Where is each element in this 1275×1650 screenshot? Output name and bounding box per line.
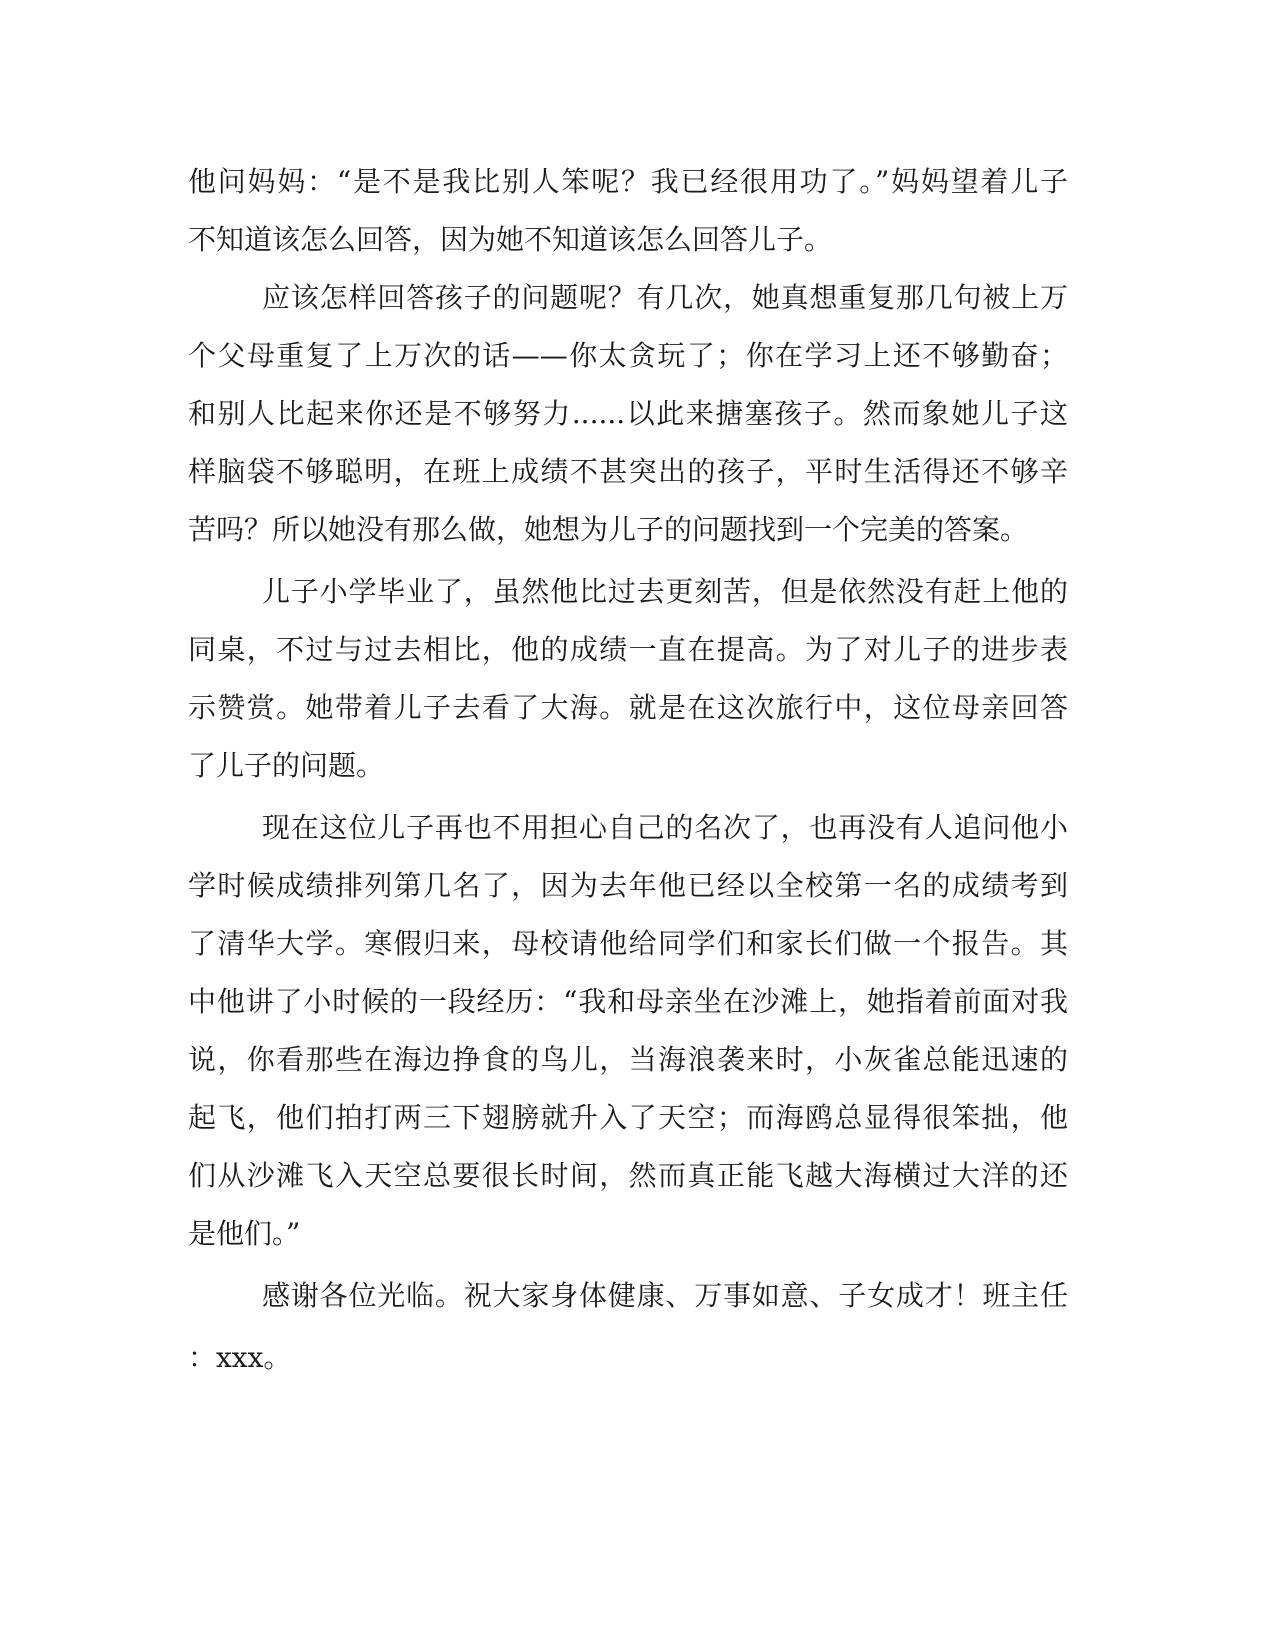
paragraph-line: 样脑袋不够聪明，在班上成绩不甚突出的孩子，平时生活得还不够辛 [188,455,1068,488]
paragraph-line: 苦吗？所以她没有那么做，她想为儿子的问题找到一个完美的答案。 [188,513,1029,546]
paragraph-line: 不知道该怎么回答，因为她不知道该怎么回答儿子。 [188,223,833,256]
signature-line: ：xxx。 [188,1341,292,1374]
paragraph-line: 他问妈妈：“是不是我比别人笨呢？我已经很用功了。”妈妈望着儿子 [188,165,1068,198]
paragraph-line: 学时候成绩排列第几名了，因为去年他已经以全校第一名的成绩考到 [188,869,1068,902]
paragraph-line: 了清华大学。寒假归来，母校请他给同学们和家长们做一个报告。其 [188,927,1068,960]
paragraph-line: 中他讲了小时候的一段经历：“我和母亲坐在沙滩上，她指着前面对我 [188,985,1068,1018]
paragraph-line: 示赞赏。她带着儿子去看了大海。就是在这次旅行中，这位母亲回答 [188,691,1068,724]
paragraph-line: 应该怎样回答孩子的问题呢？有几次，她真想重复那几句被上万 [262,281,1068,314]
closing-line: 感谢各位光临。祝大家身体健康、万事如意、子女成才！班主任 [262,1279,1068,1312]
paragraph-line: 起飞，他们拍打两三下翅膀就升入了天空；而海鸥总显得很笨拙，他 [188,1101,1068,1134]
paragraph-line: 现在这位儿子再也不用担心自己的名次了，也再没有人追问他小 [262,811,1068,844]
paragraph-line: 个父母重复了上万次的话——你太贪玩了；你在学习上还不够勤奋； [188,339,1068,372]
paragraph-line: 同桌，不过与过去相比，他的成绩一直在提高。为了对儿子的进步表 [188,633,1068,666]
paragraph-line: 儿子小学毕业了，虽然他比过去更刻苦，但是依然没有赶上他的 [262,575,1068,608]
paragraph-line: 和别人比起来你还是不够努力......以此来搪塞孩子。然而象她儿子这 [188,397,1068,430]
paragraph-line: 说，你看那些在海边挣食的鸟儿，当海浪袭来时，小灰雀总能迅速的 [188,1043,1068,1076]
paragraph-line: 们从沙滩飞入天空总要很长时间，然而真正能飞越大海横过大洋的还 [188,1159,1068,1192]
paragraph-line: 了儿子的问题。 [188,749,385,782]
paragraph-line: 是他们。” [188,1217,301,1250]
